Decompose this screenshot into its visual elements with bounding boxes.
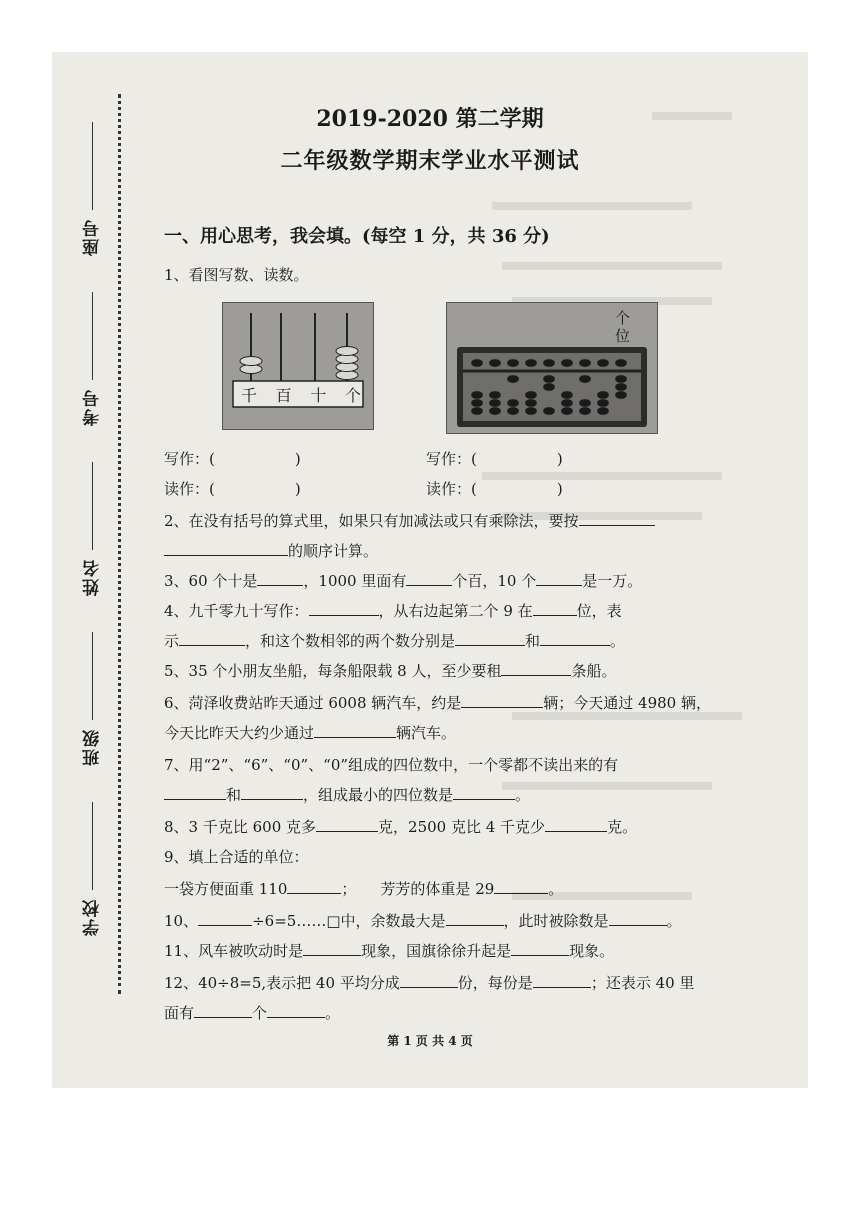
q3-text-b: ，1000 里面有 xyxy=(303,572,407,590)
q10-blank-2[interactable] xyxy=(446,911,504,926)
q11-text-a: 11、风车被吹动时是 xyxy=(164,942,304,960)
q2-line-2 xyxy=(164,540,378,561)
read-label-2: 读作：( xyxy=(426,480,477,498)
q12-text-c: ；还表示 40 里 xyxy=(590,974,695,992)
q8-blank-2[interactable] xyxy=(545,817,607,832)
q12-blank-4[interactable] xyxy=(267,1003,325,1018)
q12-text-a: 12、40÷8=5,表示把 40 平均分成 xyxy=(164,974,400,992)
q7-line-2 xyxy=(164,784,530,805)
q7-blank-1[interactable] xyxy=(164,785,226,800)
q2-blank-2[interactable] xyxy=(164,541,288,556)
q12-text-f: 。 xyxy=(325,1004,341,1022)
q9-text-c: ； xyxy=(341,880,357,898)
q4-line-2 xyxy=(164,630,625,651)
student-info-margin xyxy=(62,122,122,942)
q3-text-d: 是一万。 xyxy=(582,572,643,590)
q12-line-2 xyxy=(164,1002,340,1023)
q1-write-row-2 xyxy=(426,448,563,469)
q4-text-g: 。 xyxy=(610,632,626,650)
q6-line-1 xyxy=(164,692,711,713)
q5-text-a: 5、35 个小朋友坐船，每条船限载 8 人，至少要租 xyxy=(164,662,502,680)
q10-text-b: ÷6=5……□中，余数最大是 xyxy=(252,912,446,930)
q4-blank-3[interactable] xyxy=(179,631,245,646)
q9-text-a: 9、填上合适的单位： xyxy=(164,848,309,866)
q3-blank-1[interactable] xyxy=(257,571,303,586)
q1-read-row-2 xyxy=(426,478,563,499)
seat-number-field[interactable] xyxy=(62,122,122,256)
q2-text-b: 的顺序计算。 xyxy=(288,542,379,560)
q5-line xyxy=(164,660,617,681)
q11-text-b: 现象，国旗徐徐升起是 xyxy=(361,942,512,960)
read-label-1: 读作：( xyxy=(164,480,215,498)
place-value-labels xyxy=(241,383,361,406)
section-1-heading: 一、用心思考，我会填。(每空 1 分，共 36 分) xyxy=(164,226,550,247)
write-label-2: 写作：( xyxy=(426,450,477,468)
q6-text-a: 6、菏泽收费站昨天通过 6008 辆汽车，约是 xyxy=(164,694,462,712)
q8-text-c: 克。 xyxy=(607,818,638,836)
hundreds-label: 百 xyxy=(275,386,292,405)
exam-number-field[interactable] xyxy=(62,292,122,426)
bleed-through-text xyxy=(652,92,808,992)
read-close-1: ) xyxy=(294,480,301,498)
abacus-picture xyxy=(446,302,658,434)
page-number: 第 1 页 共 4 页 xyxy=(387,1034,473,1048)
ones-label: 个 xyxy=(344,386,361,405)
q7-line-1 xyxy=(164,754,618,775)
q4-text-a: 4、九千零九十写作： xyxy=(164,602,309,620)
q12-line-1 xyxy=(164,972,694,993)
q5-text-b: 条船。 xyxy=(571,662,617,680)
q7-text-d: 。 xyxy=(515,786,531,804)
school-label: 学校 xyxy=(82,898,103,936)
q10-text-a: 10、 xyxy=(164,912,199,930)
write-close-1: ) xyxy=(294,450,301,468)
q6-blank-2[interactable] xyxy=(314,723,396,738)
q2-text-a: 2、在没有括号的算式里，如果只有加减法或只有乘除法，要按 xyxy=(164,512,579,530)
q9-line-2 xyxy=(164,878,563,899)
class-field[interactable] xyxy=(62,632,122,766)
q10-text-c: ，此时被除数是 xyxy=(503,912,609,930)
q9-text-e: 。 xyxy=(548,880,564,898)
q4-text-f: 和 xyxy=(525,632,541,650)
q3-blank-2[interactable] xyxy=(406,571,452,586)
read-close-2: ) xyxy=(556,480,563,498)
q7-text-c: ，组成最小的四位数是 xyxy=(303,786,454,804)
q8-blank-1[interactable] xyxy=(316,817,378,832)
q11-line xyxy=(164,940,614,961)
counting-frame-illustration xyxy=(223,303,373,429)
q3-line xyxy=(164,570,642,591)
q1-text: 1、看图写数、读数。 xyxy=(164,266,309,284)
q8-text-a: 8、3 千克比 600 克多 xyxy=(164,818,317,836)
q7-blank-3[interactable] xyxy=(453,785,515,800)
q1-read-row xyxy=(164,478,301,499)
q12-blank-1[interactable] xyxy=(400,973,458,988)
q2-line-1 xyxy=(164,510,655,531)
q6-text-d: 辆汽车。 xyxy=(396,724,457,742)
q4-blank-2[interactable] xyxy=(533,601,577,616)
class-label: 班级 xyxy=(82,728,103,766)
q6-blank-1[interactable] xyxy=(461,693,543,708)
exam-title: 二年级数学期末学业水平测试 xyxy=(280,148,580,174)
name-label: 姓名 xyxy=(82,558,103,596)
q3-text-a: 3、60 个十是 xyxy=(164,572,258,590)
exam-number-label: 考号 xyxy=(82,388,103,426)
exam-page xyxy=(52,52,808,1088)
q6-line-2 xyxy=(164,722,456,743)
q7-text-a: 7、用“2”、“6”、“0”、“0”组成的四位数中，一个零都不读出来的有 xyxy=(164,756,619,774)
ones-place-label: 个位 xyxy=(615,309,631,345)
q6-text-c: 今天比昨天大约少通过 xyxy=(164,724,315,742)
q10-blank-1[interactable] xyxy=(198,911,252,926)
q9-line-1 xyxy=(164,846,309,867)
q10-line xyxy=(164,910,682,931)
q10-blank-3[interactable] xyxy=(609,911,667,926)
q4-line-1 xyxy=(164,600,622,621)
q8-line xyxy=(164,816,637,837)
q9-text-d: 芳芳的体重是 29 xyxy=(380,880,495,898)
q10-text-d: 。 xyxy=(666,912,682,930)
q6-text-b: 辆；今天通过 4980 辆， xyxy=(543,694,711,712)
q4-blank-5[interactable] xyxy=(540,631,610,646)
q4-text-b: ，从右边起第二个 9 在 xyxy=(378,602,533,620)
tens-label: 十 xyxy=(310,386,327,405)
school-field[interactable] xyxy=(62,802,122,936)
counting-frame-picture xyxy=(222,302,374,430)
q5-blank-1[interactable] xyxy=(501,661,571,676)
seat-number-label: 座号 xyxy=(82,218,103,256)
q12-text-e: 个 xyxy=(252,1004,268,1022)
q1-write-row xyxy=(164,448,301,469)
q12-blank-2[interactable] xyxy=(533,973,591,988)
write-label-1: 写作：( xyxy=(164,450,215,468)
q12-blank-3[interactable] xyxy=(194,1003,252,1018)
exam-term-title: 2019-2020 第二学期 xyxy=(316,106,544,132)
write-close-2: ) xyxy=(556,450,563,468)
q4-text-d: 示 xyxy=(164,632,180,650)
q3-text-c: 个百，10 个 xyxy=(452,572,537,590)
q4-blank-4[interactable] xyxy=(455,631,525,646)
q9-blank-2[interactable] xyxy=(494,879,548,894)
q9-blank-1[interactable] xyxy=(287,879,341,894)
q11-text-c: 现象。 xyxy=(569,942,615,960)
q11-blank-2[interactable] xyxy=(511,941,569,956)
q4-text-c: 位，表 xyxy=(576,602,622,620)
q3-blank-3[interactable] xyxy=(536,571,582,586)
q12-text-b: 份，每份是 xyxy=(457,974,533,992)
q12-text-d: 面有 xyxy=(164,1004,195,1022)
q7-text-b: 和 xyxy=(226,786,242,804)
q9-text-b: 一袋方便面重 110 xyxy=(164,880,288,898)
q2-blank-1[interactable] xyxy=(579,511,655,526)
name-field[interactable] xyxy=(62,462,122,596)
q4-text-e: ，和这个数相邻的两个数分别是 xyxy=(245,632,456,650)
q8-text-b: 克，2500 克比 4 千克少 xyxy=(378,818,546,836)
q7-blank-2[interactable] xyxy=(241,785,303,800)
thousands-label: 千 xyxy=(241,386,258,405)
q11-blank-1[interactable] xyxy=(303,941,361,956)
q4-blank-1[interactable] xyxy=(309,601,379,616)
